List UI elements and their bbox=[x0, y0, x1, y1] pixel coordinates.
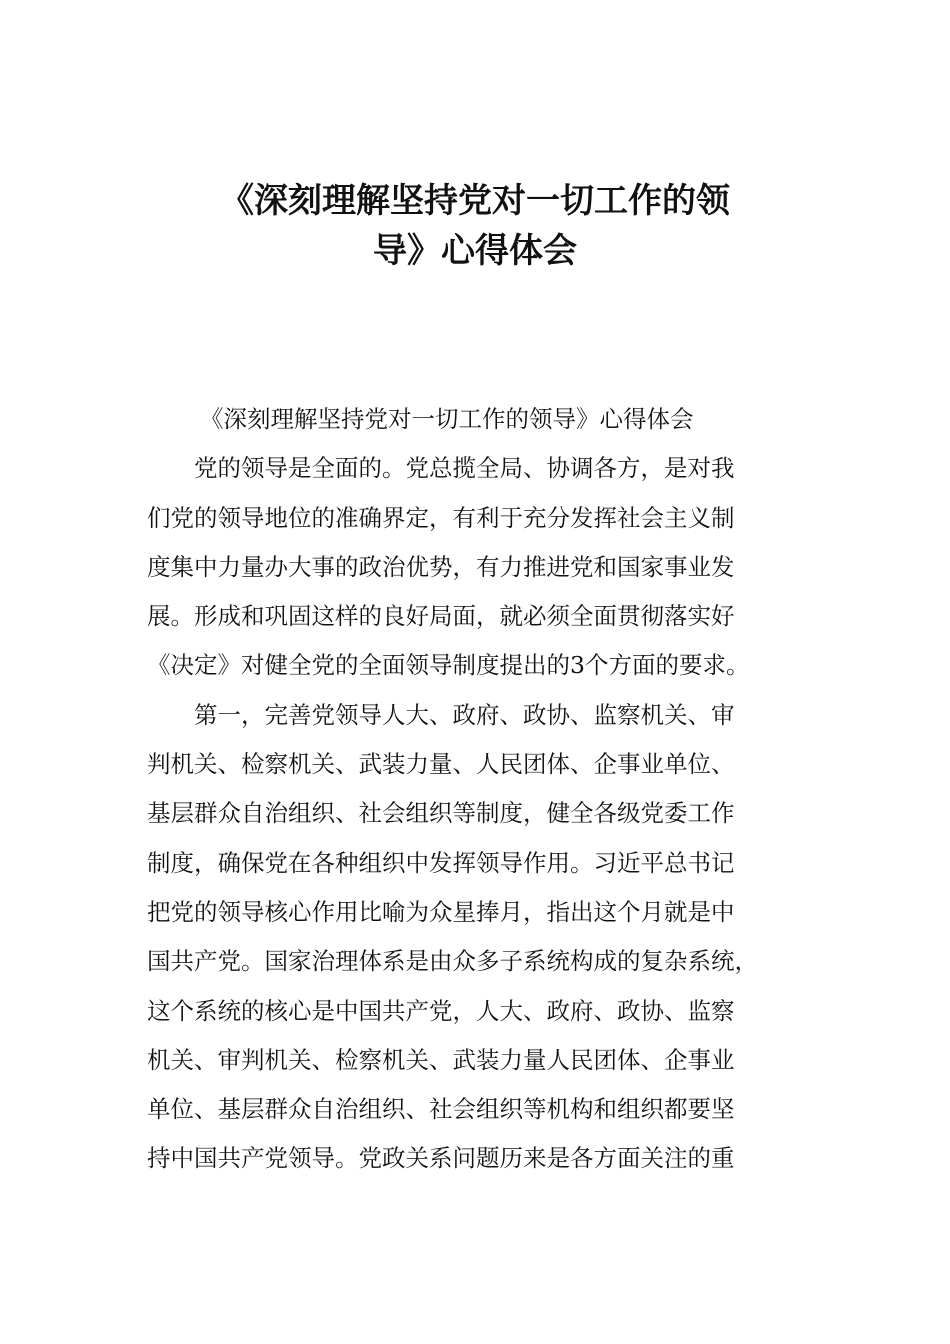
document-title bbox=[150, 176, 800, 276]
paragraph-line: 机关、审判机关、检察机关、武装力量人民团体、企事业 bbox=[147, 1045, 735, 1074]
body-subtitle: 《深刻理解坚持党对一切工作的领导》心得体会 bbox=[200, 405, 694, 433]
paragraph-line: 判机关、检察机关、武装力量、人民团体、企事业单位、 bbox=[147, 750, 735, 779]
paragraph-line: 们党的领导地位的准确界定，有利于充分发挥社会主义制 bbox=[147, 503, 735, 532]
paragraph-line: 把党的领导核心作用比喻为众星捧月，指出这个月就是中 bbox=[147, 897, 735, 926]
paragraph-line: 基层群众自治组织、社会组织等制度，健全各级党委工作 bbox=[147, 799, 735, 828]
paragraph-line: 持中国共产党领导。党政关系问题历来是各方面关注的重 bbox=[147, 1144, 735, 1173]
document-body bbox=[147, 395, 807, 1184]
paragraph-line: 度集中力量办大事的政治优势，有力推进党和国家事业发 bbox=[147, 552, 735, 581]
paragraph-line: 党的领导是全面的。党总揽全局、协调各方，是对我 bbox=[194, 454, 735, 483]
paragraph-line: 第一，完善党领导人大、政府、政协、监察机关、审 bbox=[194, 700, 735, 729]
paragraph-line: 《决定》对健全党的全面领导制度提出的3个方面的要求。 bbox=[147, 651, 750, 680]
paragraph-line: 单位、基层群众自治组织、社会组织等机构和组织都要坚 bbox=[147, 1095, 735, 1124]
paragraph-line: 制度，确保党在各种组织中发挥领导作用。习近平总书记 bbox=[147, 848, 735, 877]
title-line-1: 《深刻理解坚持党对一切工作的领 bbox=[220, 181, 730, 221]
paragraph-line: 这个系统的核心是中国共产党，人大、政府、政协、监察 bbox=[147, 996, 735, 1025]
title-line-2: 导》心得体会 bbox=[373, 231, 577, 271]
paragraph-line: 国共产党。国家治理体系是由众多子系统构成的复杂系统， bbox=[147, 947, 758, 976]
paragraph-line: 展。形成和巩固这样的良好局面，就必须全面贯彻落实好 bbox=[147, 602, 735, 631]
